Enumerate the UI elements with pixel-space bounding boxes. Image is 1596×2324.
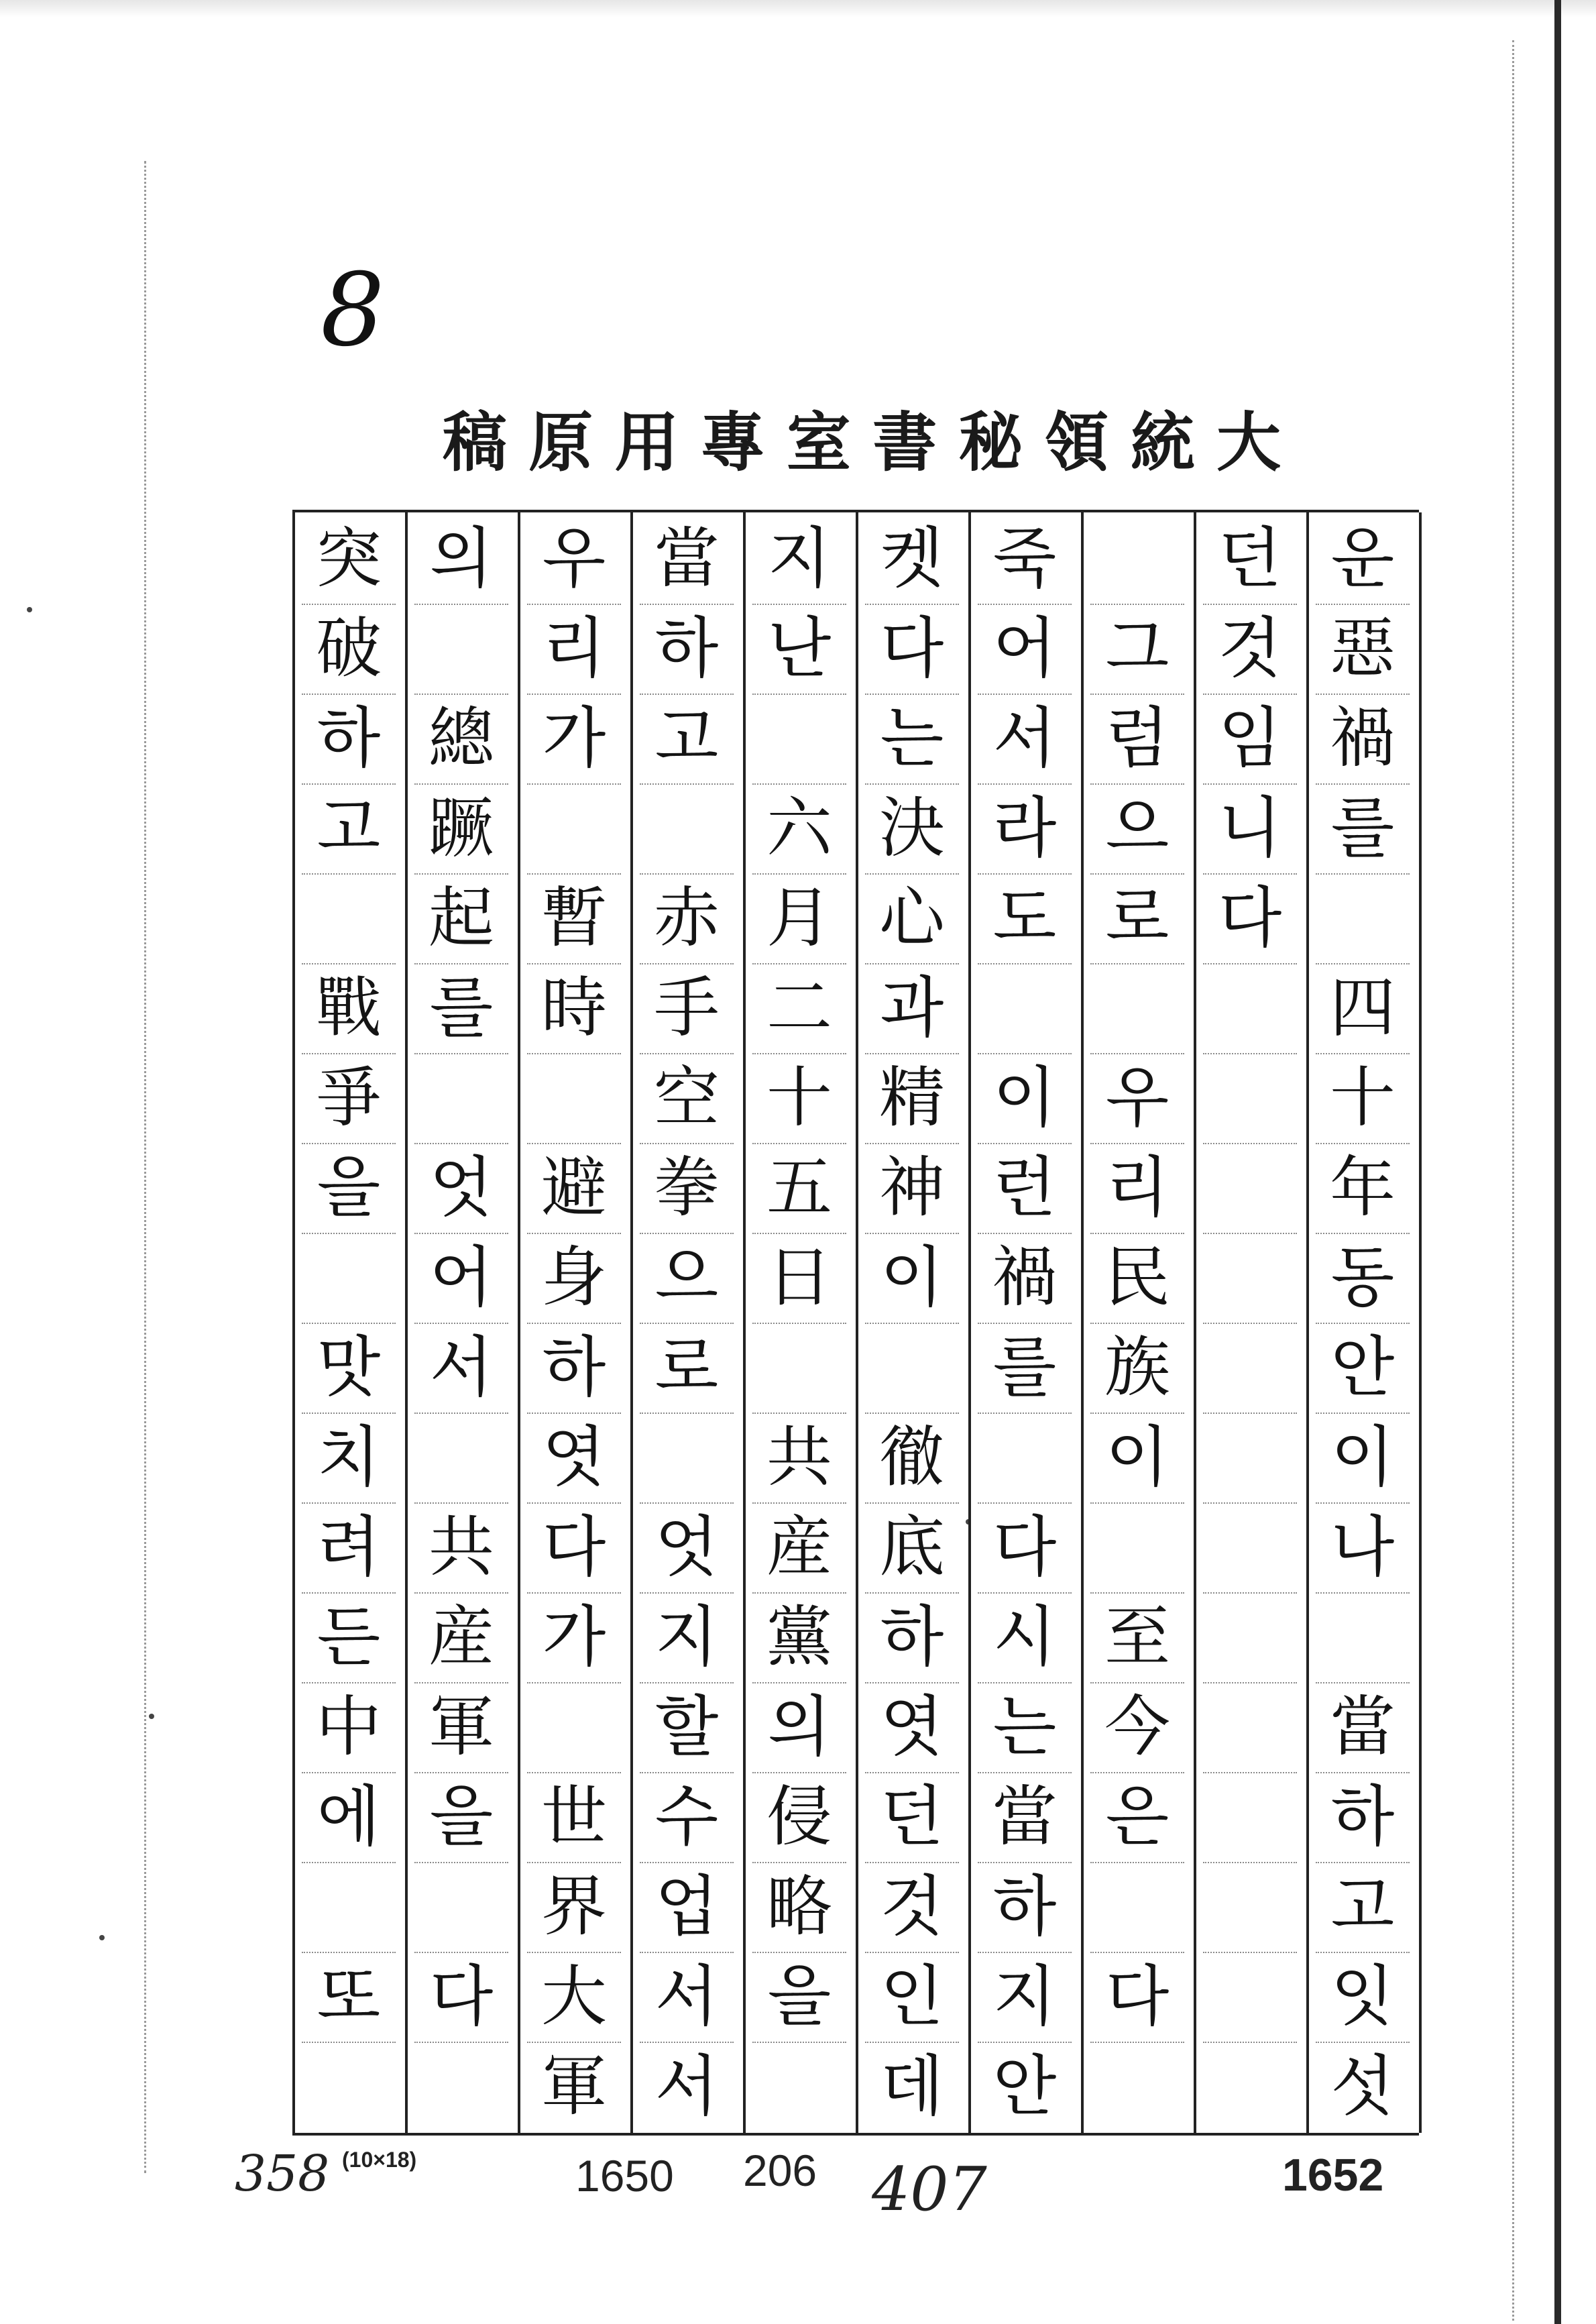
grid-cell: 임 xyxy=(1218,700,1282,777)
grid-cell xyxy=(1203,1772,1297,1862)
grid-cell: 侵 xyxy=(766,1779,832,1855)
grid-cell: 今 xyxy=(1104,1689,1170,1765)
grid-cell: 수 xyxy=(654,1779,719,1855)
grid-cell: 다 xyxy=(1105,1958,1170,2035)
grid-cell: 런 xyxy=(992,1150,1057,1226)
grid-cell: 인 xyxy=(880,1958,944,2035)
grid-cell xyxy=(865,1323,959,1413)
grid-cell: 리 xyxy=(542,610,606,687)
grid-cell xyxy=(1090,963,1184,1053)
grid-cell: 起 xyxy=(428,880,494,956)
grid-cell: 大 xyxy=(540,1958,607,2035)
header-char: 室 xyxy=(786,404,851,480)
grid-cell: 蹶 xyxy=(428,790,494,867)
grid-cell: 하 xyxy=(992,1869,1057,1945)
grid-cell: 身 xyxy=(540,1239,607,1316)
grid-size-label: (10×18) xyxy=(342,2148,417,2172)
grid-cell xyxy=(752,2042,846,2132)
grid-cell: 拳 xyxy=(653,1150,720,1226)
grid-cell: 至 xyxy=(1104,1599,1170,1675)
grid-cell: 하 xyxy=(654,610,719,687)
grid-cell xyxy=(752,1323,846,1413)
grid-cell: 六 xyxy=(766,790,832,867)
grid-cell: 突 xyxy=(315,520,382,597)
header-char: 統 xyxy=(1130,404,1195,480)
scan-speck xyxy=(27,607,32,612)
header-char: 秘 xyxy=(958,404,1023,480)
grid-cell: 惡 xyxy=(1329,610,1395,687)
grid-cell xyxy=(527,1053,621,1143)
grid-cell: 十 xyxy=(1329,1060,1395,1136)
grid-cell: 中 xyxy=(315,1689,382,1765)
grid-cell: 던 xyxy=(880,1779,944,1855)
grid-cell: 黨 xyxy=(766,1599,832,1675)
grid-cell: 戰 xyxy=(315,970,382,1046)
grid-cell: 族 xyxy=(1104,1329,1170,1406)
grid-cell xyxy=(1203,1143,1297,1233)
grid-column-line xyxy=(292,512,295,2133)
grid-cell: 을 xyxy=(429,1779,494,1855)
grid-cell: 은 xyxy=(1105,1779,1170,1855)
grid-cell: 日 xyxy=(766,1239,832,1316)
grid-cell: 것 xyxy=(880,1869,944,1945)
scan-speck xyxy=(99,1935,105,1940)
grid-cell: 어 xyxy=(429,1239,494,1316)
binding-hole-line-left xyxy=(144,161,146,2173)
handwritten-number-center: 407 xyxy=(872,2154,987,2225)
grid-cell: 치 xyxy=(317,1419,381,1496)
grid-cell: 업 xyxy=(654,1869,719,1945)
grid-cell: 總 xyxy=(428,700,494,777)
grid-cell: 서 xyxy=(992,700,1057,777)
scan-speck xyxy=(149,1714,154,1719)
grid-cell: 고 xyxy=(317,790,381,867)
grid-cell xyxy=(640,1413,734,1502)
grid-cell: 다 xyxy=(880,610,944,687)
header-char: 專 xyxy=(700,404,765,480)
grid-cell: 暫 xyxy=(540,880,607,956)
grid-cell: 어 xyxy=(992,610,1057,687)
grid-cell xyxy=(1316,873,1410,963)
grid-cell: 리 xyxy=(1105,1150,1170,1226)
grid-cell: 의 xyxy=(429,520,494,597)
grid-cell xyxy=(302,2042,396,2132)
binding-hole-line-right xyxy=(1512,40,1514,2321)
grid-cell xyxy=(752,694,846,783)
grid-cell: 든 xyxy=(317,1599,381,1675)
grid-cell xyxy=(414,1862,508,1952)
grid-cell: 産 xyxy=(766,1509,832,1586)
grid-cell: 럼 xyxy=(1105,700,1170,777)
grid-cell: 赤 xyxy=(653,880,720,956)
grid-cell xyxy=(1203,963,1297,1053)
grid-cell: 當 xyxy=(991,1779,1058,1855)
grid-cell: 지 xyxy=(767,520,832,597)
grid-cell xyxy=(1203,1413,1297,1502)
grid-cell: 죽 xyxy=(992,520,1057,597)
grid-cell: 가 xyxy=(542,700,606,777)
header-char: 用 xyxy=(614,404,679,480)
grid-cell: 空 xyxy=(653,1060,720,1136)
grid-cell: 軍 xyxy=(428,1689,494,1765)
grid-cell: 徹 xyxy=(878,1419,945,1496)
grid-cell xyxy=(1203,1053,1297,1143)
grid-cell: 엇 xyxy=(654,1509,719,1586)
grid-cell: 나 xyxy=(1330,1509,1395,1586)
grid-cell xyxy=(414,1053,508,1143)
grid-cell: 하 xyxy=(880,1599,944,1675)
grid-cell: 破 xyxy=(315,610,382,687)
grid-cell: 五 xyxy=(766,1150,832,1226)
grid-cell: 다 xyxy=(429,1958,494,2035)
stamp-number: 1650 xyxy=(575,2151,674,2201)
grid-cell: 려 xyxy=(317,1509,381,1586)
grid-cell: 으 xyxy=(1105,790,1170,867)
grid-cell xyxy=(302,1233,396,1323)
grid-cell: 하 xyxy=(1330,1779,1395,1855)
grid-cell: 지 xyxy=(992,1958,1057,2035)
grid-cell: 禍 xyxy=(991,1239,1058,1316)
grid-cell xyxy=(1090,1862,1184,1952)
grid-cell: 이 xyxy=(1105,1419,1170,1496)
grid-cell: 決 xyxy=(878,790,945,867)
grid-cell: 月 xyxy=(766,880,832,956)
grid-cell: 避 xyxy=(540,1150,607,1226)
grid-cell: 섯 xyxy=(1330,2048,1395,2125)
grid-cell xyxy=(640,783,734,873)
grid-cell: 것 xyxy=(1218,610,1282,687)
grid-cell: 는 xyxy=(880,700,944,777)
grid-cell xyxy=(1203,1502,1297,1592)
grid-cell: 精 xyxy=(878,1060,945,1136)
grid-cell: 지 xyxy=(654,1599,719,1675)
grid-cell: 안 xyxy=(992,2048,1057,2125)
grid-cell: 데 xyxy=(880,2048,944,2125)
grid-cell: 으 xyxy=(654,1239,719,1316)
grid-cell: 에 xyxy=(317,1779,381,1855)
header-char: 大 xyxy=(1216,404,1281,480)
grid-cell: 안 xyxy=(1330,1329,1395,1406)
grid-cell: 로 xyxy=(654,1329,719,1406)
grid-cell: 界 xyxy=(540,1869,607,1945)
grid-cell xyxy=(1090,2042,1184,2132)
grid-cell: 다 xyxy=(542,1509,606,1586)
grid-column-line xyxy=(630,512,633,2133)
grid-cell: 을 xyxy=(767,1958,832,2035)
page-number: 8 xyxy=(321,252,385,369)
grid-cell: 서 xyxy=(429,1329,494,1406)
grid-cell xyxy=(527,1682,621,1772)
grid-cell: 을 xyxy=(317,1150,381,1226)
grid-cell xyxy=(978,1413,1072,1502)
grid-cell xyxy=(1090,1502,1184,1592)
grid-cell: 서 xyxy=(654,2048,719,2125)
grid-cell xyxy=(1203,1682,1297,1772)
grid-cell: 手 xyxy=(653,970,720,1046)
grid-cell: 當 xyxy=(1329,1689,1395,1765)
grid-cell: 라 xyxy=(992,790,1057,867)
grid-cell: 가 xyxy=(542,1599,606,1675)
grid-cell: 도 xyxy=(992,880,1057,956)
grid-cell: 四 xyxy=(1329,970,1395,1046)
grid-cell: 世 xyxy=(540,1779,607,1855)
grid-cell: 맛 xyxy=(317,1329,381,1406)
grid-cell: 이 xyxy=(1330,1419,1395,1496)
grid-cell: 하 xyxy=(317,700,381,777)
grid-cell: 共 xyxy=(766,1419,832,1496)
grid-cell: 軍 xyxy=(540,2048,607,2125)
manuscript-grid xyxy=(292,510,1419,2136)
grid-cell xyxy=(1203,1233,1297,1323)
grid-cell: 로 xyxy=(1105,880,1170,956)
manuscript-header xyxy=(443,402,1281,483)
grid-cell: 잇 xyxy=(1330,1958,1395,2035)
grid-cell: 다 xyxy=(1218,880,1282,956)
grid-cell: 十 xyxy=(766,1060,832,1136)
grid-cell xyxy=(1203,1862,1297,1952)
grid-cell: 當 xyxy=(653,520,720,597)
grid-cell: 그 xyxy=(1105,610,1170,687)
grid-cell: 시 xyxy=(992,1599,1057,1675)
grid-cell: 時 xyxy=(540,970,607,1046)
grid-cell: 다 xyxy=(992,1509,1057,1586)
grid-cell: 할 xyxy=(654,1689,719,1765)
header-char: 稿 xyxy=(443,404,507,480)
grid-cell xyxy=(1203,1592,1297,1682)
grid-column-line xyxy=(1194,512,1196,2133)
grid-cell: 는 xyxy=(992,1689,1057,1765)
grid-cell xyxy=(527,783,621,873)
grid-cell: 엿 xyxy=(542,1419,606,1496)
grid-cell: 운 xyxy=(1330,520,1395,597)
grid-cell xyxy=(1090,514,1184,604)
grid-cell: 二 xyxy=(766,970,832,1046)
grid-column-line xyxy=(518,512,520,2133)
grid-cell xyxy=(414,1413,508,1502)
scan-edge-top xyxy=(0,0,1596,17)
grid-cell xyxy=(414,604,508,694)
grid-cell: 하 xyxy=(542,1329,606,1406)
grid-cell: 우 xyxy=(542,520,606,597)
grid-cell: 神 xyxy=(878,1150,945,1226)
grid-cell: 고 xyxy=(654,700,719,777)
grid-column-line xyxy=(856,512,858,2133)
handwritten-number-left: 358 xyxy=(235,2145,330,2203)
footer xyxy=(0,2140,1596,2225)
grid-column-line xyxy=(743,512,746,2133)
grid-cell: 略 xyxy=(766,1869,832,1945)
grid-cell xyxy=(1316,1592,1410,1682)
grid-column-line xyxy=(405,512,408,2133)
grid-cell: 던 xyxy=(1218,520,1282,597)
grid-column-line xyxy=(1419,512,1422,2133)
grid-cell: 底 xyxy=(878,1509,945,1586)
grid-cell: 禍 xyxy=(1329,700,1395,777)
grid-cell: 또 xyxy=(317,1958,381,2035)
grid-cell: 를 xyxy=(992,1329,1057,1406)
grid-cell: 의 xyxy=(767,1689,832,1765)
grid-cell xyxy=(1203,1323,1297,1413)
header-char: 原 xyxy=(528,404,593,480)
grid-cell: 心 xyxy=(878,880,945,956)
grid-cell xyxy=(414,2042,508,2132)
grid-cell: 동 xyxy=(1330,1239,1395,1316)
grid-cell: 니 xyxy=(1218,790,1282,867)
grid-cell: 엇 xyxy=(429,1150,494,1226)
grid-cell xyxy=(1203,2042,1297,2132)
grid-cell: 年 xyxy=(1329,1150,1395,1226)
stamp-number-2: 206 xyxy=(743,2146,817,2195)
grid-cell: 난 xyxy=(767,610,832,687)
grid-cell: 과 xyxy=(880,970,944,1046)
grid-cell xyxy=(302,873,396,963)
right-page-number: 1652 xyxy=(1282,2150,1384,2201)
grid-cell: 爭 xyxy=(315,1060,382,1136)
grid-cell: 民 xyxy=(1104,1239,1170,1316)
header-char: 領 xyxy=(1044,404,1109,480)
grid-cell: 産 xyxy=(428,1599,494,1675)
grid-cell: 를 xyxy=(1330,790,1395,867)
grid-cell: 를 xyxy=(429,970,494,1046)
scan-edge-right xyxy=(1554,0,1561,2324)
grid-column-line xyxy=(1306,512,1309,2133)
grid-cell: 우 xyxy=(1105,1060,1170,1136)
grid-column-line xyxy=(968,512,971,2133)
grid-cell: 共 xyxy=(428,1509,494,1586)
grid-cell: 이 xyxy=(992,1060,1057,1136)
grid-cell: 이 xyxy=(880,1239,944,1316)
header-char: 書 xyxy=(872,404,937,480)
grid-cell xyxy=(302,1862,396,1952)
grid-cell xyxy=(978,963,1072,1053)
grid-column-line xyxy=(1081,512,1084,2133)
grid-cell: 서 xyxy=(654,1958,719,2035)
grid-cell: 켓 xyxy=(880,520,944,597)
grid-cell: 엿 xyxy=(880,1689,944,1765)
grid-cell xyxy=(1203,1952,1297,2042)
grid-cell: 고 xyxy=(1330,1869,1395,1945)
